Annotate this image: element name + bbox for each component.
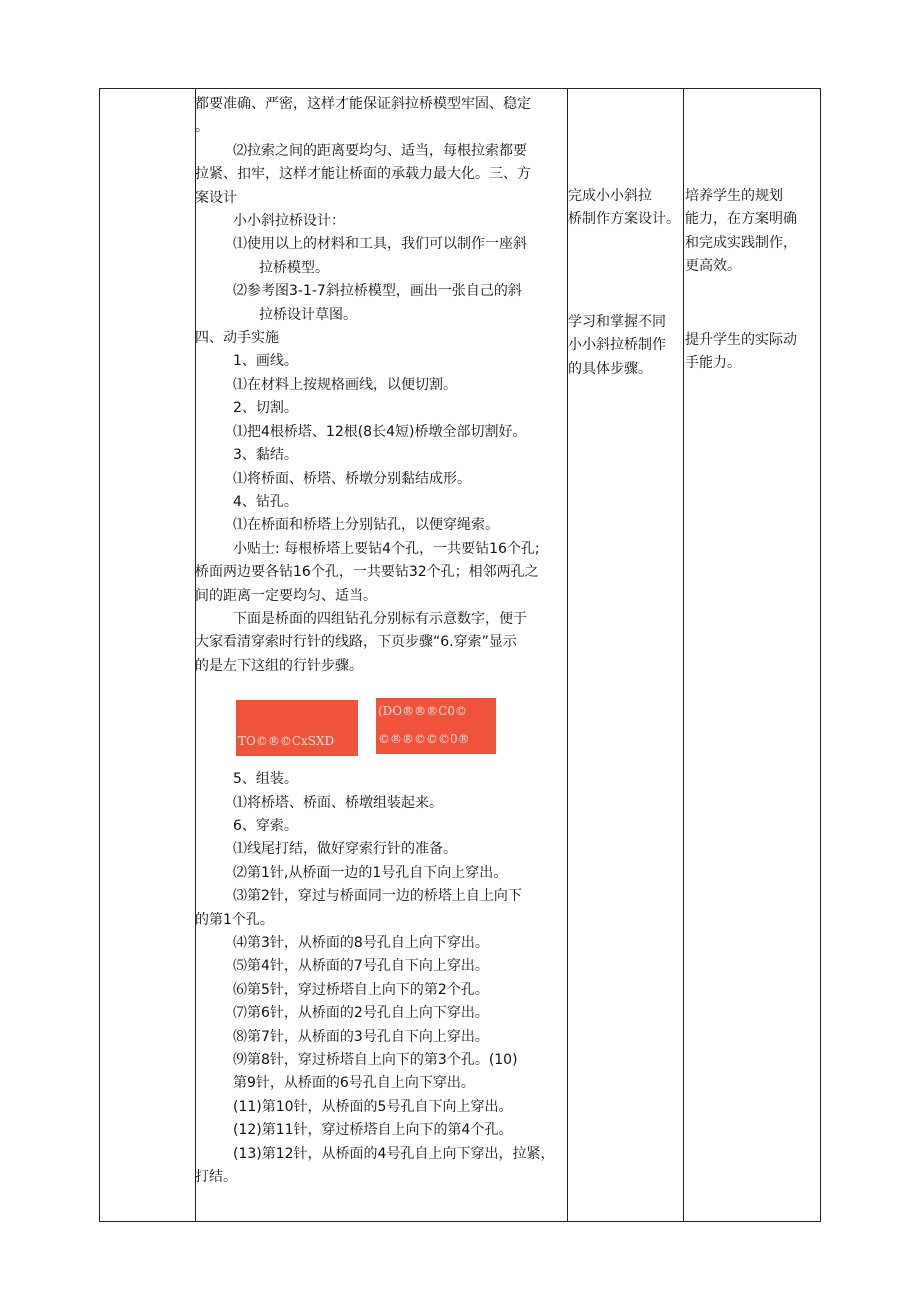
text-line: 5、组装。 xyxy=(233,771,298,788)
text-line: ⑵参考图3-1-7斜拉桥模型，画出一张自己的斜 xyxy=(233,283,522,300)
text-line: 完成小小斜拉 xyxy=(568,188,652,204)
text-line: ⑴在桥面和桥塔上分别钻孔，以便穿绳索。 xyxy=(233,517,499,534)
text-line: 4、钻孔。 xyxy=(233,493,298,510)
text-line: ⑼第8针，穿过桥塔自上向下的第3个孔。(10) xyxy=(233,1052,518,1069)
text-line: 下面是桥面的四组钻孔分别标有示意数字，便于 xyxy=(233,610,527,627)
text-line: 打结。 xyxy=(195,1169,237,1186)
text-line: 小小斜拉桥制作 xyxy=(568,337,666,354)
text-line: ⑴使用以上的材料和工具，我们可以制作一座斜 xyxy=(233,236,527,253)
text-line: ⑷第3针，从桥面的8号孔自上向下穿出。 xyxy=(233,935,489,951)
text-line: 能力，在方案明确 xyxy=(685,211,797,228)
drilling-diagram-right xyxy=(376,698,496,754)
text-line: 间的距离一定要均匀、适当。 xyxy=(195,587,377,604)
section-heading: 四、动手实施 xyxy=(195,330,279,347)
text-line: 拉紧、扣牢，这样才能让桥面的承载力最大化。三、方 xyxy=(195,166,531,183)
text-line: ⑴将桥面、桥塔、桥墩分别黏结成形。 xyxy=(233,470,471,487)
text-line: 手能力。 xyxy=(685,355,741,372)
student-activity-column xyxy=(567,89,682,1221)
text-line: ⑹第5针，穿过桥塔自上向下的第2个孔。 xyxy=(233,981,489,998)
text-line: 的是左下这组的行针步骤。 xyxy=(195,657,363,674)
text-line: 3、黏结。 xyxy=(233,447,298,464)
text-line: 都要准确、严密，这样才能保证斜拉桥模型牢固、稳定 xyxy=(195,96,531,112)
text-line: 大家看清穿索时行针的线路，下页步骤“6.穿索”显示 xyxy=(195,634,517,651)
text-line: 拉桥模型。 xyxy=(259,259,329,276)
text-line: 6、穿索。 xyxy=(233,817,298,834)
activity-block xyxy=(568,185,683,232)
text-line: 拉桥设计草图。 xyxy=(259,306,357,323)
text-line: 的第1个孔。 xyxy=(195,911,274,928)
intent-block xyxy=(685,185,817,279)
teaching-content-column xyxy=(195,89,567,1221)
text-line: 桥制作方案设计。 xyxy=(568,211,680,228)
text-line: ⑸第4针，从桥面的7号孔自下向上穿出。 xyxy=(233,958,489,975)
text-line: 提升学生的实际动 xyxy=(685,332,797,348)
text-line: ⑶第2针，穿过与桥面同一边的桥塔上自上向下 xyxy=(233,888,522,905)
text-line: 桥面两边要各钻16个孔，一共要钻32个孔；相邻两孔之 xyxy=(195,564,539,581)
drilling-diagram-left xyxy=(236,700,358,756)
text-line: (13)第12针，从桥面的4号孔自上向下穿出，拉紧， xyxy=(233,1145,555,1162)
drilling-diagram-images xyxy=(195,678,567,768)
text-line: ⑴在材料上按规格画线，以便切割。 xyxy=(233,376,457,393)
text-line: ⑵拉索之间的距离要均匀、适当，每根拉索都要 xyxy=(233,142,527,159)
text-line: 的具体步骤。 xyxy=(568,360,652,377)
text-line: 更高效。 xyxy=(685,258,741,275)
diagram-label: TO©®©CxSXD xyxy=(238,734,335,749)
design-intent-column xyxy=(683,89,821,1221)
text-line: ⑴线尾打结，做好穿索行针的准备。 xyxy=(233,841,457,858)
intent-block xyxy=(685,329,817,376)
text-line: (12)第11针，穿过桥塔自上向下的第4个孔。 xyxy=(233,1122,513,1139)
text-line: ⑴把4根桥塔、12根(8长4短)桥墩全部切割好。 xyxy=(233,423,527,440)
text-line: 1、画线。 xyxy=(233,353,298,370)
text-line: 。 xyxy=(195,119,209,136)
text-line: ⑴将桥塔、桥面、桥墩组装起来。 xyxy=(233,794,443,811)
diagram-label: (DO®®®C0© xyxy=(378,704,467,719)
text-line: ⑺第6针，从桥面的2号孔自上向下穿出。 xyxy=(233,1005,489,1022)
text-line: 培养学生的规划 xyxy=(685,188,783,204)
text-line: 学习和掌握不同 xyxy=(568,314,666,330)
text-line: (11)第10针，从桥面的5号孔自下向上穿出。 xyxy=(233,1098,513,1115)
lesson-table xyxy=(99,88,821,1222)
text-line: ⑻第7针，从桥面的3号孔自下向上穿出。 xyxy=(233,1028,489,1045)
text-line: 2、切割。 xyxy=(233,400,298,417)
text-line: 小小斜拉桥设计： xyxy=(233,213,345,230)
activity-block xyxy=(568,311,683,381)
text-line: 案设计 xyxy=(195,189,237,206)
text-line: 和完成实践制作， xyxy=(685,234,797,251)
tip-line: 小贴士: 每根桥塔上要钻4个孔，一共要钻16个孔; xyxy=(233,540,540,557)
text-line: ⑵第1针,从桥面一边的1号孔自下向上穿出。 xyxy=(233,864,508,881)
diagram-label: ©®®©©©0® xyxy=(378,732,470,747)
text-line: 第9针，从桥面的6号孔自上向下穿出。 xyxy=(233,1075,475,1092)
